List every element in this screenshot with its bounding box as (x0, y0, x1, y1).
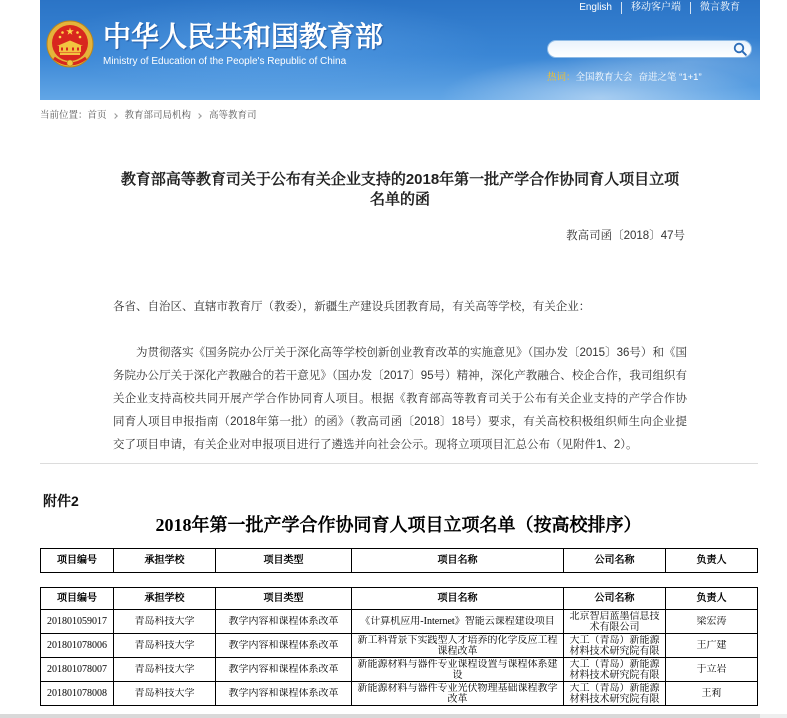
horizontal-scrollbar[interactable] (0, 714, 787, 718)
cell-text: 新能源材料与器件专业课程设置与课程体系建设 (357, 658, 558, 681)
cell-company (564, 682, 666, 706)
cell-company (564, 658, 666, 682)
table-row (41, 610, 758, 634)
cell-school (114, 634, 216, 658)
breadcrumb-label: 当前位置： (40, 110, 88, 121)
column-header-leader: 负责人 (666, 588, 758, 610)
hot-word-link[interactable]: 全国教育大会 (575, 72, 633, 83)
cell-text: 青岛科技大学 (134, 688, 195, 699)
cell-project-type (216, 658, 352, 682)
cell-text: 王广建 (696, 640, 727, 651)
search-input[interactable] (556, 42, 731, 56)
cell-text: 于立岩 (696, 664, 727, 675)
chevron-right-icon (196, 113, 202, 119)
cell-text: 新能源材料与器件专业光伏物理基础课程教学改革 (357, 682, 558, 705)
cell-text: 教学内容和课程体系改革 (228, 664, 339, 675)
document-number: 教高司函〔2018〕47号 (566, 230, 685, 242)
column-header-project-name: 项目名称 (352, 588, 564, 610)
attachment-header-table (40, 548, 758, 573)
column-header-project-id: 项目编号 (41, 549, 114, 573)
cell-project-name (352, 682, 564, 706)
cell-leader (666, 658, 758, 682)
search-box (547, 40, 752, 58)
cell-school (114, 658, 216, 682)
cell-text: 北京智启蓝墨信息技术有限公司 (569, 610, 660, 633)
cell-text: 教学内容和课程体系改革 (228, 616, 339, 627)
table-row (41, 634, 758, 658)
column-header-project-type: 项目类型 (216, 549, 352, 573)
site-subtitle: Ministry of Education of the People's Republic of China (103, 56, 347, 67)
cell-project-id (41, 610, 114, 634)
cell-text: 教学内容和课程体系改革 (228, 688, 339, 699)
cell-text: 大工（青岛）新能源材料技术研究院有限 (569, 634, 660, 657)
national-emblem-icon (45, 19, 95, 71)
cell-project-type (216, 610, 352, 634)
top-link-mobile-client[interactable]: 移动客户端 (621, 2, 690, 14)
column-header-project-type: 项目类型 (216, 588, 352, 610)
article-title: 教育部高等教育司关于公布有关企业支持的2018年第一批产学合作协同育人项目立项名单的函 (120, 171, 680, 208)
search-icon[interactable] (733, 42, 747, 56)
hot-words (547, 72, 708, 83)
site-title: 中华人民共和国教育部 (103, 21, 384, 52)
cell-text: 201801078006 (47, 640, 107, 651)
attachment-table (40, 587, 758, 706)
breadcrumb-item-home[interactable]: 首页 (87, 110, 107, 121)
cell-school (114, 682, 216, 706)
top-link-weiyan-education[interactable]: 微言教育 (690, 2, 749, 14)
top-link-english[interactable]: English (579, 2, 612, 13)
cell-text: 201801078008 (47, 688, 107, 699)
breadcrumb (40, 110, 257, 121)
cell-leader (666, 610, 758, 634)
cell-text: 201801059017 (47, 616, 107, 627)
cell-school (114, 610, 216, 634)
cell-leader (666, 634, 758, 658)
cell-text: 青岛科技大学 (134, 640, 195, 651)
cell-company (564, 610, 666, 634)
table-header-row (41, 588, 758, 610)
cell-company (564, 634, 666, 658)
cell-project-type (216, 634, 352, 658)
table-header-row (41, 549, 758, 573)
cell-project-type (216, 682, 352, 706)
attachment-label: 附件2 (43, 493, 79, 509)
column-header-company: 公司名称 (564, 549, 666, 573)
cell-project-name (352, 610, 564, 634)
article-content (40, 130, 758, 464)
cell-text: 大工（青岛）新能源材料技术研究院有限 (569, 658, 660, 681)
site-banner (40, 0, 760, 100)
cell-text: 王莉 (701, 688, 722, 699)
article-salutation: 各省、自治区、直辖市教育厅（教委），新疆生产建设兵团教育局，有关高等学校，有关企业： (113, 301, 591, 313)
hot-words-label: 热词： (547, 72, 576, 83)
cell-text: 梁宏涛 (696, 616, 727, 627)
breadcrumb-item-higher-education[interactable]: 高等教育司 (209, 110, 257, 121)
cell-project-id (41, 634, 114, 658)
cell-text: 青岛科技大学 (134, 664, 195, 675)
chevron-right-icon (112, 113, 118, 119)
column-header-project-name: 项目名称 (352, 549, 564, 573)
cell-text: 《计算机应用-Internet》智能云课程建设项目 (360, 616, 555, 627)
column-header-school: 承担学校 (114, 549, 216, 573)
attachment-title: 2018年第一批产学合作协同育人项目立项名单（按高校排序） (155, 515, 642, 535)
article-paragraph: 为贯彻落实《国务院办公厅关于深化高等学校创新创业教育改革的实施意见》（国办发〔2015〕36号）和《国务院办公厅关于深化产教融合的若干意见》（国办发〔2017〕95号）精神，深化产教融合、校企合作，我司组织有关企业支持高校共同开展产学合作协同育人项目。根据《教育部高等教育司关于公布有关企业支持的产学合作协同育人项目申报指南（2018年第一批）的函》（教高司函〔2018〕18号）要求，有关高校积极组织师生向企业提交了项目申请，有关企业对申报项目进行了遴选并向社会公示。现将立项项目汇总公布（见附件1、2）。 (113, 347, 687, 451)
cell-text: 教学内容和课程体系改革 (228, 640, 339, 651)
column-header-project-id: 项目编号 (41, 588, 114, 610)
column-header-company: 公司名称 (564, 588, 666, 610)
column-header-school: 承担学校 (114, 588, 216, 610)
table-row (41, 658, 758, 682)
cell-text: 新工科背景下实践型人才培养的化学反应工程课程改革 (357, 634, 558, 657)
hot-word-link[interactable]: 奋进之笔 “1+1” (638, 72, 702, 83)
table-row (41, 682, 758, 706)
cell-project-id (41, 682, 114, 706)
top-links (570, 2, 749, 14)
cell-text: 大工（青岛）新能源材料技术研究院有限 (569, 682, 660, 705)
cell-project-name (352, 658, 564, 682)
cell-project-name (352, 634, 564, 658)
scrollbar-thumb[interactable] (0, 714, 760, 718)
breadcrumb-item-departments[interactable]: 教育部司局机构 (124, 110, 192, 121)
cell-text: 青岛科技大学 (134, 616, 195, 627)
cell-leader (666, 682, 758, 706)
cell-project-id (41, 658, 114, 682)
cell-text: 201801078007 (47, 664, 107, 675)
column-header-leader: 负责人 (666, 549, 758, 573)
